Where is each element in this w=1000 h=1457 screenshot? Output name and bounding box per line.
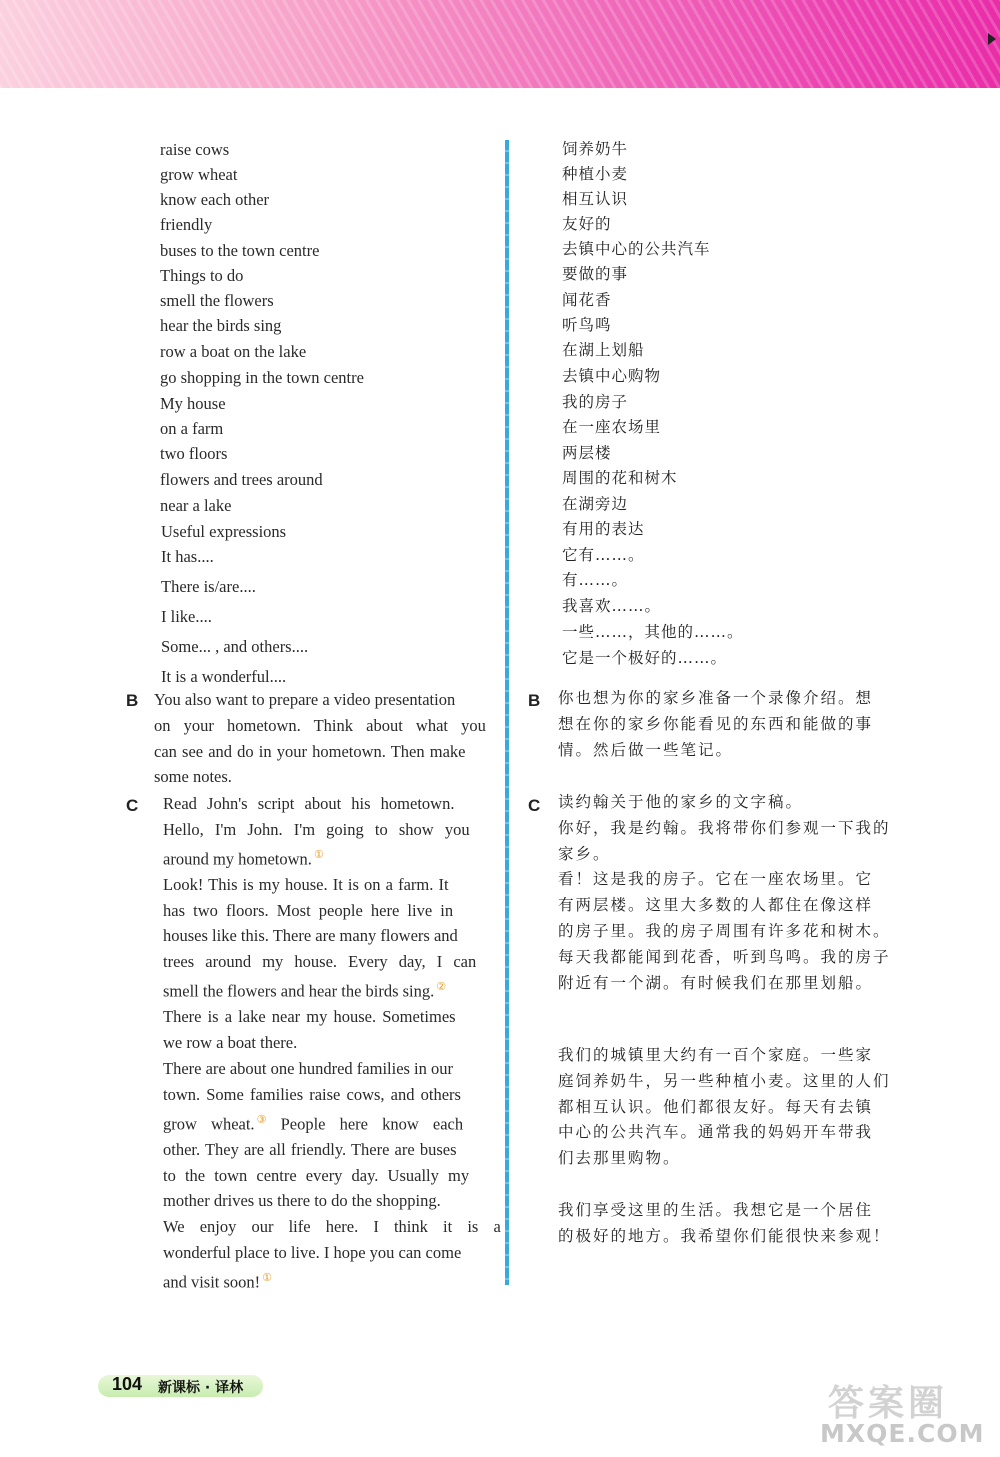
- vocab-en-item: hear the birds sing: [160, 316, 282, 335]
- vocab-cn-item: 它是一个极好的……。: [562, 649, 728, 667]
- section-c-cn-line: 中心的公共汽车。通常我的妈妈开车带我: [558, 1123, 874, 1142]
- section-c-label-cn: C: [528, 796, 541, 815]
- section-c-en-line: Read John's script about his hometown.: [163, 794, 455, 813]
- vocab-en-item: It is a wonderful....: [161, 667, 287, 686]
- vocab-cn-item: 听鸟鸣: [562, 316, 612, 334]
- vocab-cn-item: 我喜欢……。: [562, 597, 662, 615]
- section-c-en-line: wonderful place to live. I hope you can come: [163, 1243, 462, 1263]
- section-c-cn-line: 我们的城镇里大约有一百个家庭。一些家: [558, 1046, 874, 1064]
- section-c-cn-line: 都相互认识。他们都很友好。每天有去镇: [558, 1097, 874, 1116]
- section-c-en-line: other. They are all friendly. There are buses: [163, 1139, 457, 1159]
- section-c-en-line: town. Some families raise cows, and others: [163, 1084, 461, 1104]
- watermark-top: 答案圈: [828, 1383, 949, 1424]
- section-b-en-line: You also want to prepare a video presentation: [154, 690, 456, 709]
- section-c-cn-line: 有两层楼。这里大多数的人都住在像这样: [558, 896, 874, 915]
- vocab-cn-item: 我的房子: [562, 393, 629, 411]
- footnote-mark: ②: [436, 981, 447, 994]
- vocab-cn-item: 去镇中心购物: [562, 367, 662, 385]
- section-c-en-text: People here know each: [280, 1114, 464, 1134]
- section-b-en-line: can see and do in your hometown. Then make: [154, 741, 466, 761]
- section-c-en-line: Look! This is my house. It is on a farm. It: [163, 874, 449, 894]
- watermark-logo: [820, 1375, 990, 1453]
- section-b-cn-line: 情。然后做一些笔记。: [558, 740, 734, 759]
- section-c-en-line: [163, 975, 487, 1004]
- page-number: 104: [112, 1374, 143, 1394]
- vocab-en-item: raise cows: [160, 140, 230, 159]
- vocab-cn-item: 在湖上划船: [562, 341, 645, 359]
- vocab-cn-item: 有用的表达: [562, 520, 645, 538]
- section-c-en-line: we row a boat there.: [163, 1033, 298, 1053]
- section-c-en-line: to the town centre every day. Usually my: [163, 1165, 470, 1185]
- vocab-cn-item: 周围的花和树木: [562, 469, 678, 487]
- section-c-en-line: [163, 1266, 487, 1295]
- watermark-bottom: MXQE.COM: [820, 1419, 985, 1448]
- section-c-cn-line: 每天我都能闻到花香，听到鸟鸣。我的房子: [558, 947, 891, 966]
- vocab-en-item: go shopping in the town centre: [160, 368, 364, 387]
- section-c-cn-line: 读约翰关于他的家乡的文字稿。: [558, 793, 804, 811]
- vocab-en-item: friendly: [160, 215, 213, 234]
- section-c-chinese-3: [558, 1198, 891, 1250]
- section-b-english: [154, 687, 486, 790]
- section-c-en-line: There are about one hundred families in our: [163, 1058, 454, 1078]
- section-b-label: B: [126, 691, 139, 710]
- vocab-cn-item: 在湖旁边: [562, 495, 629, 513]
- vocab-en-item: two floors: [160, 444, 228, 463]
- section-b-en-line: some notes.: [154, 767, 232, 787]
- section-c-cn-line: 看！这是我的房子。它在一座农场里。它: [558, 870, 874, 889]
- series-title: 新课标 · 译林: [158, 1380, 244, 1396]
- vocab-cn-item: 饲养奶牛: [562, 140, 629, 158]
- footnote-mark: ①: [262, 1271, 273, 1284]
- section-c-en-line: houses like this. There are many flowers and: [163, 926, 458, 946]
- section-b-chinese: [558, 686, 873, 763]
- section-c-chinese-2: [558, 1043, 891, 1172]
- next-page-arrow-icon[interactable]: [988, 33, 996, 45]
- section-c-english: [163, 791, 501, 1295]
- vocab-en-item: Things to do: [160, 266, 244, 285]
- section-c-cn-line: 们去那里购物。: [558, 1149, 681, 1168]
- vocab-en-item: There is/are....: [161, 577, 256, 596]
- vocab-en-item: row a boat on the lake: [160, 342, 307, 361]
- vocab-cn-item: 相互认识: [562, 190, 629, 208]
- vocab-en-item: near a lake: [160, 496, 232, 515]
- section-c-cn-line: 庭饲养奶牛，另一些种植小麦。这里的人们: [558, 1071, 891, 1090]
- section-c-cn-line: 的房子里。我的房子周围有许多花和树木。: [558, 921, 891, 940]
- vocab-en-item: My house: [160, 394, 226, 413]
- section-b-en-line: on your hometown. Think about what you: [154, 715, 486, 735]
- section-c-en-line: mother drives us there to do the shopping.: [163, 1191, 441, 1211]
- section-c-en-line: [163, 843, 487, 872]
- vocab-cn-item: 两层楼: [562, 444, 612, 462]
- vocab-cn-item: 在一座农场里: [562, 418, 662, 436]
- section-c-en-line: There is a lake near my house. Sometimes: [163, 1007, 456, 1027]
- vocab-cn-item: 一些……，其他的……。: [562, 623, 744, 641]
- section-c-en-text: grow wheat.: [163, 1114, 255, 1134]
- vocab-cn-item: 它有……。: [562, 546, 645, 564]
- vocab-en-item: know each other: [160, 190, 270, 209]
- footnote-mark: ③: [256, 1113, 267, 1126]
- vocab-en-item: flowers and trees around: [160, 470, 323, 489]
- section-c-cn-line: 的极好的地方。我希望你们能很快来参观！: [558, 1226, 891, 1245]
- vocab-en-item: buses to the town centre: [160, 241, 320, 260]
- section-c-en-text: around my hometown.: [163, 849, 312, 869]
- section-c-cn-line: 我们享受这里的生活。我想它是一个居住: [558, 1201, 874, 1219]
- section-c-cn-line: 附近有一个湖。有时候我们在那里划船。: [558, 973, 874, 992]
- section-c-cn-line: 家乡。: [558, 844, 611, 863]
- vocab-en-item: I like....: [161, 607, 212, 626]
- section-c-en-line: trees around my house. Every day, I can: [163, 952, 477, 972]
- section-b-cn-line: 想在你的家乡你能看见的东西和能做的事: [558, 714, 874, 733]
- vocab-en-item: on a farm: [160, 419, 224, 438]
- vocab-cn-item: 种植小麦: [562, 165, 629, 183]
- footnote-mark: ①: [313, 848, 324, 861]
- section-c-chinese-1: [558, 790, 891, 996]
- column-divider: [505, 140, 509, 1285]
- vocab-en-item: smell the flowers: [160, 291, 274, 310]
- section-c-en-line: Hello, I'm John. I'm going to show you: [163, 819, 470, 839]
- section-c-en-text: and visit soon!: [163, 1272, 261, 1292]
- vocab-cn-item: 去镇中心的公共汽车: [562, 240, 711, 258]
- vocab-en-item: grow wheat: [160, 165, 238, 184]
- section-c-cn-line: 你好，我是约翰。我将带你们参观一下我的: [558, 818, 891, 837]
- vocab-cn-item: 有……。: [562, 571, 629, 589]
- vocab-cn-item: 闻花香: [562, 291, 612, 309]
- vocab-en-item: It has....: [161, 547, 214, 566]
- vocab-cn-item: 友好的: [562, 215, 612, 233]
- vocab-en-item: Some... , and others....: [161, 637, 309, 656]
- section-b-cn-line: 你也想为你的家乡准备一个录像介绍。想: [558, 689, 874, 707]
- section-b-label-cn: B: [528, 691, 541, 710]
- section-c-en-line: We enjoy our life here. I think it is a: [163, 1217, 501, 1237]
- section-c-en-line: [163, 1108, 487, 1137]
- vocab-en-item: Useful expressions: [161, 522, 287, 541]
- section-c-en-line: has two floors. Most people here live in: [163, 900, 454, 920]
- section-c-en-text: smell the flowers and hear the birds sing.: [163, 981, 435, 1001]
- vocab-cn-item: 要做的事: [562, 265, 629, 283]
- header-band: [0, 0, 1000, 88]
- section-c-label: C: [126, 796, 139, 815]
